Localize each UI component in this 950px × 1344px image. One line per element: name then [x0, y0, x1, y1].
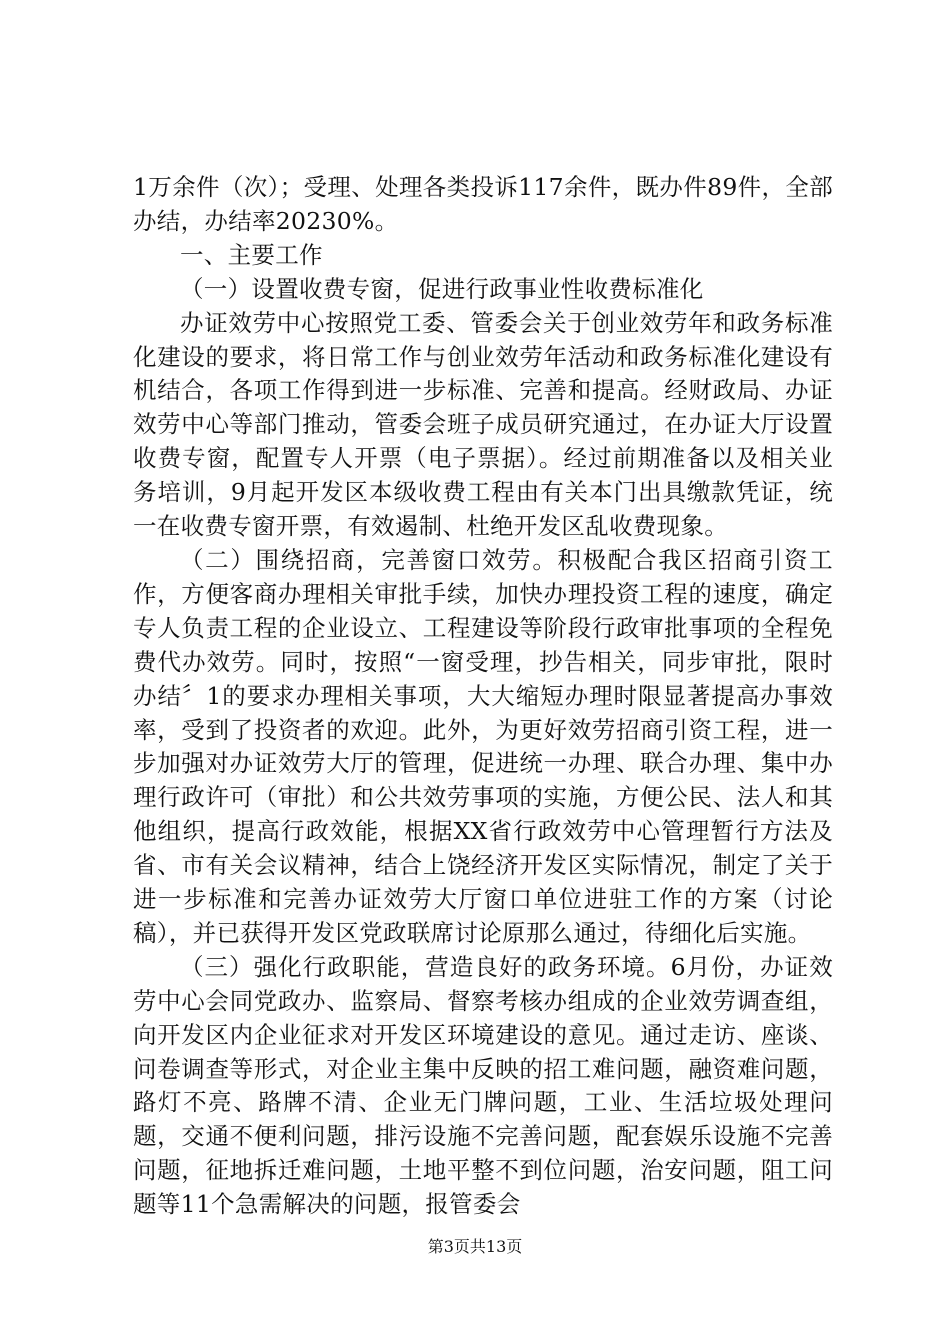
subsection-heading-1: （一）设置收费专窗，促进行政事业性收费标准化: [180, 274, 704, 303]
section-heading-main-work: 一、主要工作: [180, 240, 323, 269]
page-footer: [0, 1237, 950, 1257]
paragraph-4: （三）强化行政职能，营造良好的政务环境。6月份，办证效劳中心会同党政办、监察局、督察考核办组成的企业效劳调查组，向开发区内企业征求对开发区环境建设的意见。通过走访、座谈、问卷调查等形式，对企业主集中反映的招工难问题，融资难问题，路灯不亮、路牌不清、企业无门牌问题，工业、生活垃圾处理问题，交通不便利问题，排污设施不完善问题，配套娱乐设施不完善问题，征地拆迁难问题，土地平整不到位问题，治安问题，阻工问题等11个急需解决的问题，报管委会: [133, 952, 833, 1219]
page-total: 共13页: [469, 1237, 523, 1256]
paragraph-2: 办证效劳中心按照党工委、管委会关于创业效劳年和政务标准化建设的要求，将日常工作与创业效劳年活动和政务标准化建设有机结合，各项工作得到进一步标准、完善和提高。经财政局、办证效劳中心等部门推动，管委会班子成员研究通过，在办证大厅设置收费专窗，配置专人开票（电子票据）。经过前期准备以及相关业务培训，9月起开发区本级收费工程由有关本门出具缴款凭证，统一在收费专窗开票，有效遏制、杜绝开发区乱收费现象。: [133, 308, 833, 541]
paragraph-3: （二）围绕招商，完善窗口效劳。积极配合我区招商引资工作，方便客商办理相关审批手续，加快办理投资工程的速度，确定专人负责工程的企业设立、工程建设等阶段行政审批事项的全程免费代办效劳。同时，按照“一窗受理，抄告相关，同步审批，限时办结〞1的要求办理相关事项，大大缩短办理时限显著提高办事效率，受到了投资者的欢迎。此外，为更好效劳招商引资工程，进一步加强对办证效劳大厅的管理，促进统一办理、联合办理、集中办理行政许可（审批）和公共效劳事项的实施，方便公民、法人和其他组织，提高行政效能，根据XX省行政效劳中心管理暂行方法及省、市有关会议精神，结合上饶经济开发区实际情况，制定了关于进一步标准和完善办证效劳大厅窗口单位进驻工作的方案（讨论稿），并已获得开发区党政联席讨论原那么通过，待细化后实施。: [133, 545, 833, 947]
paragraph-1: 1万余件（次）；受理、处理各类投诉117余件，既办件89件，全部办结，办结率20230%。: [133, 173, 833, 235]
document-body: [133, 171, 833, 1222]
page-number: 第3页: [427, 1237, 470, 1256]
